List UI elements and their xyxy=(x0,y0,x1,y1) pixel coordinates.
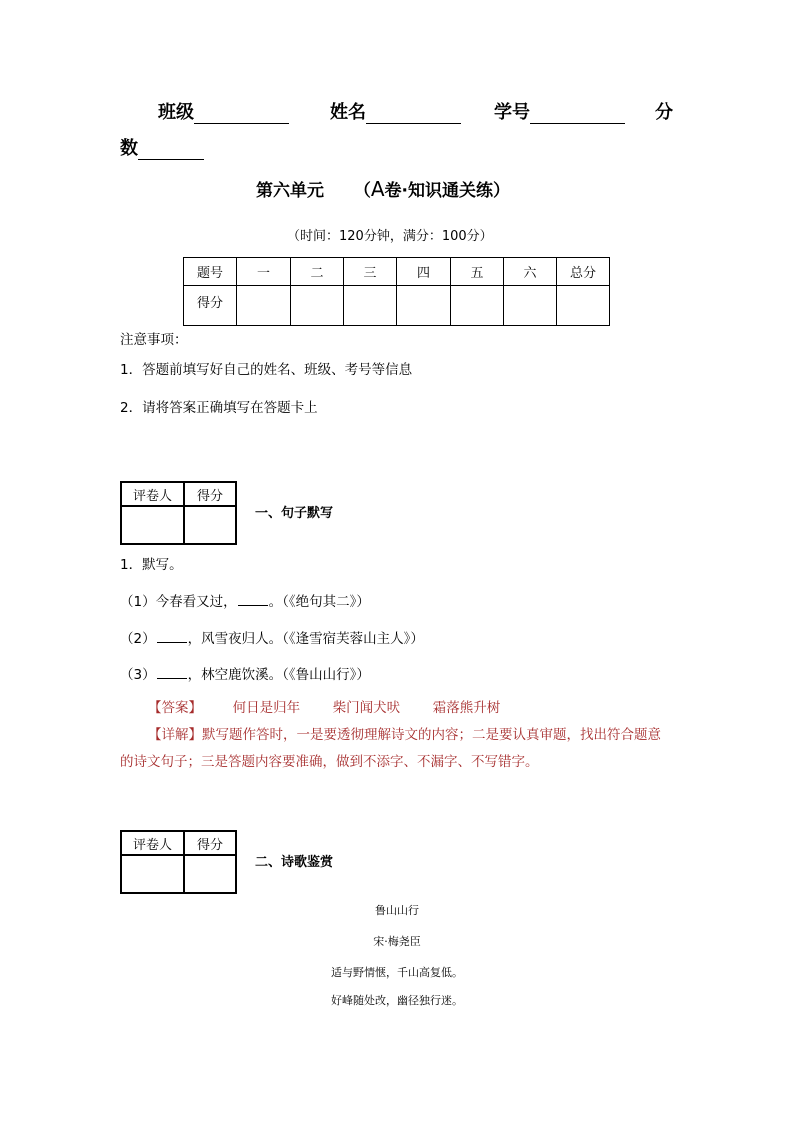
poem-line: 好峰随处改，幽径独行迷。 xyxy=(331,994,463,1007)
answer-value: 霜落熊升树 xyxy=(432,700,501,716)
answer-blank[interactable] xyxy=(238,592,268,606)
question-item-3 xyxy=(120,663,370,683)
grader-score-cell[interactable] xyxy=(184,506,236,544)
question-1-suffix: 。（《绝句其二》） xyxy=(268,594,370,610)
score-table-header: 二 xyxy=(291,258,344,286)
detail-line-1 xyxy=(148,723,708,743)
grader-reviewer-cell[interactable] xyxy=(121,506,184,544)
grader-score-cell[interactable] xyxy=(184,855,236,893)
grader-box xyxy=(120,481,237,545)
name-label: 姓名 xyxy=(330,102,366,123)
class-field xyxy=(158,98,289,124)
score-table xyxy=(183,257,610,326)
score-table-header: 四 xyxy=(397,258,451,286)
note-item: 2．请将答案正确填写在答题卡上 xyxy=(120,400,318,416)
grader-reviewer-label: 评卷人 xyxy=(121,482,184,506)
notes-title: 注意事项： xyxy=(120,332,188,348)
answer-value: 柴门闻犬吠 xyxy=(332,700,401,716)
section2-heading: 二、诗歌鉴赏 xyxy=(255,855,334,870)
score-table-header: 五 xyxy=(451,258,504,286)
grader-score-label: 得分 xyxy=(184,831,236,855)
student-id-blank[interactable] xyxy=(530,105,625,124)
grader-reviewer-cell[interactable] xyxy=(121,855,184,893)
student-id-field xyxy=(494,98,625,124)
score-cell[interactable] xyxy=(344,286,397,326)
score-cell[interactable] xyxy=(557,286,610,326)
score-cell[interactable] xyxy=(291,286,344,326)
page-title xyxy=(256,176,510,201)
answer-blank[interactable] xyxy=(157,629,187,643)
title-paren: （ xyxy=(353,181,371,201)
detail-line-2: 的诗文句子；三是答题内容要准确，做到不添字、不漏字、不写错字。 xyxy=(120,754,539,770)
score-cell[interactable] xyxy=(504,286,557,326)
name-blank[interactable] xyxy=(366,105,461,124)
name-field xyxy=(330,98,461,124)
time-info: （时间：120分钟，满分：100分） xyxy=(287,229,493,244)
detail-text-1: 默写题作答时，一是要透彻理解诗文的内容；二是要认真审题，找出符合题意 xyxy=(202,727,661,743)
poem-title: 鲁山山行 xyxy=(375,904,419,917)
score-label-b: 数 xyxy=(120,138,138,159)
question-2-prefix: （2） xyxy=(120,631,156,647)
score-table-header-row xyxy=(184,258,610,286)
poem-author: 宋·梅尧臣 xyxy=(373,935,421,948)
score-cell[interactable] xyxy=(397,286,451,326)
grader-box xyxy=(120,830,237,894)
class-label: 班级 xyxy=(158,102,194,123)
answer-value: 何日是归年 xyxy=(232,700,301,716)
score-table-header: 六 xyxy=(504,258,557,286)
grader-score-label: 得分 xyxy=(184,482,236,506)
question-3-suffix: ，林空鹿饮溪。（《鲁山山行》） xyxy=(187,667,370,683)
score-table-score-row xyxy=(184,286,610,326)
score-blank[interactable] xyxy=(138,141,204,160)
detail-label: 【详解】 xyxy=(148,727,202,743)
score-row-label: 得分 xyxy=(184,286,237,326)
poem-line: 适与野情惬，千山高复低。 xyxy=(331,966,463,979)
question-1-prefix: （1）今春看又过， xyxy=(120,594,237,610)
score-table-header: 题号 xyxy=(184,258,237,286)
score-table-header: 一 xyxy=(237,258,291,286)
title-rest: 卷·知识通关练） xyxy=(384,181,510,201)
title-unit: 第六单元 xyxy=(256,181,324,201)
answer-line xyxy=(148,696,708,716)
class-blank[interactable] xyxy=(194,105,289,124)
grader-reviewer-label: 评卷人 xyxy=(121,831,184,855)
question-3-prefix: （3） xyxy=(120,667,156,683)
score-field xyxy=(120,134,204,160)
section1-heading: 一、句子默写 xyxy=(255,506,334,521)
score-cell[interactable] xyxy=(451,286,504,326)
question-item-2 xyxy=(120,627,424,647)
question-item-1 xyxy=(120,590,370,610)
score-label-a: 分 xyxy=(655,102,673,123)
question-title: 1．默写。 xyxy=(120,557,183,573)
answer-blank[interactable] xyxy=(157,665,187,679)
title-letter-a: A xyxy=(370,177,385,201)
answer-label: 【答案】 xyxy=(148,700,202,716)
score-table-header: 总分 xyxy=(557,258,610,286)
student-id-label: 学号 xyxy=(494,102,530,123)
score-cell[interactable] xyxy=(237,286,291,326)
question-2-suffix: ，风雪夜归人。（《逢雪宿芙蓉山主人》） xyxy=(187,631,424,647)
note-item: 1．答题前填写好自己的姓名、班级、考号等信息 xyxy=(120,362,413,378)
score-table-header: 三 xyxy=(344,258,397,286)
